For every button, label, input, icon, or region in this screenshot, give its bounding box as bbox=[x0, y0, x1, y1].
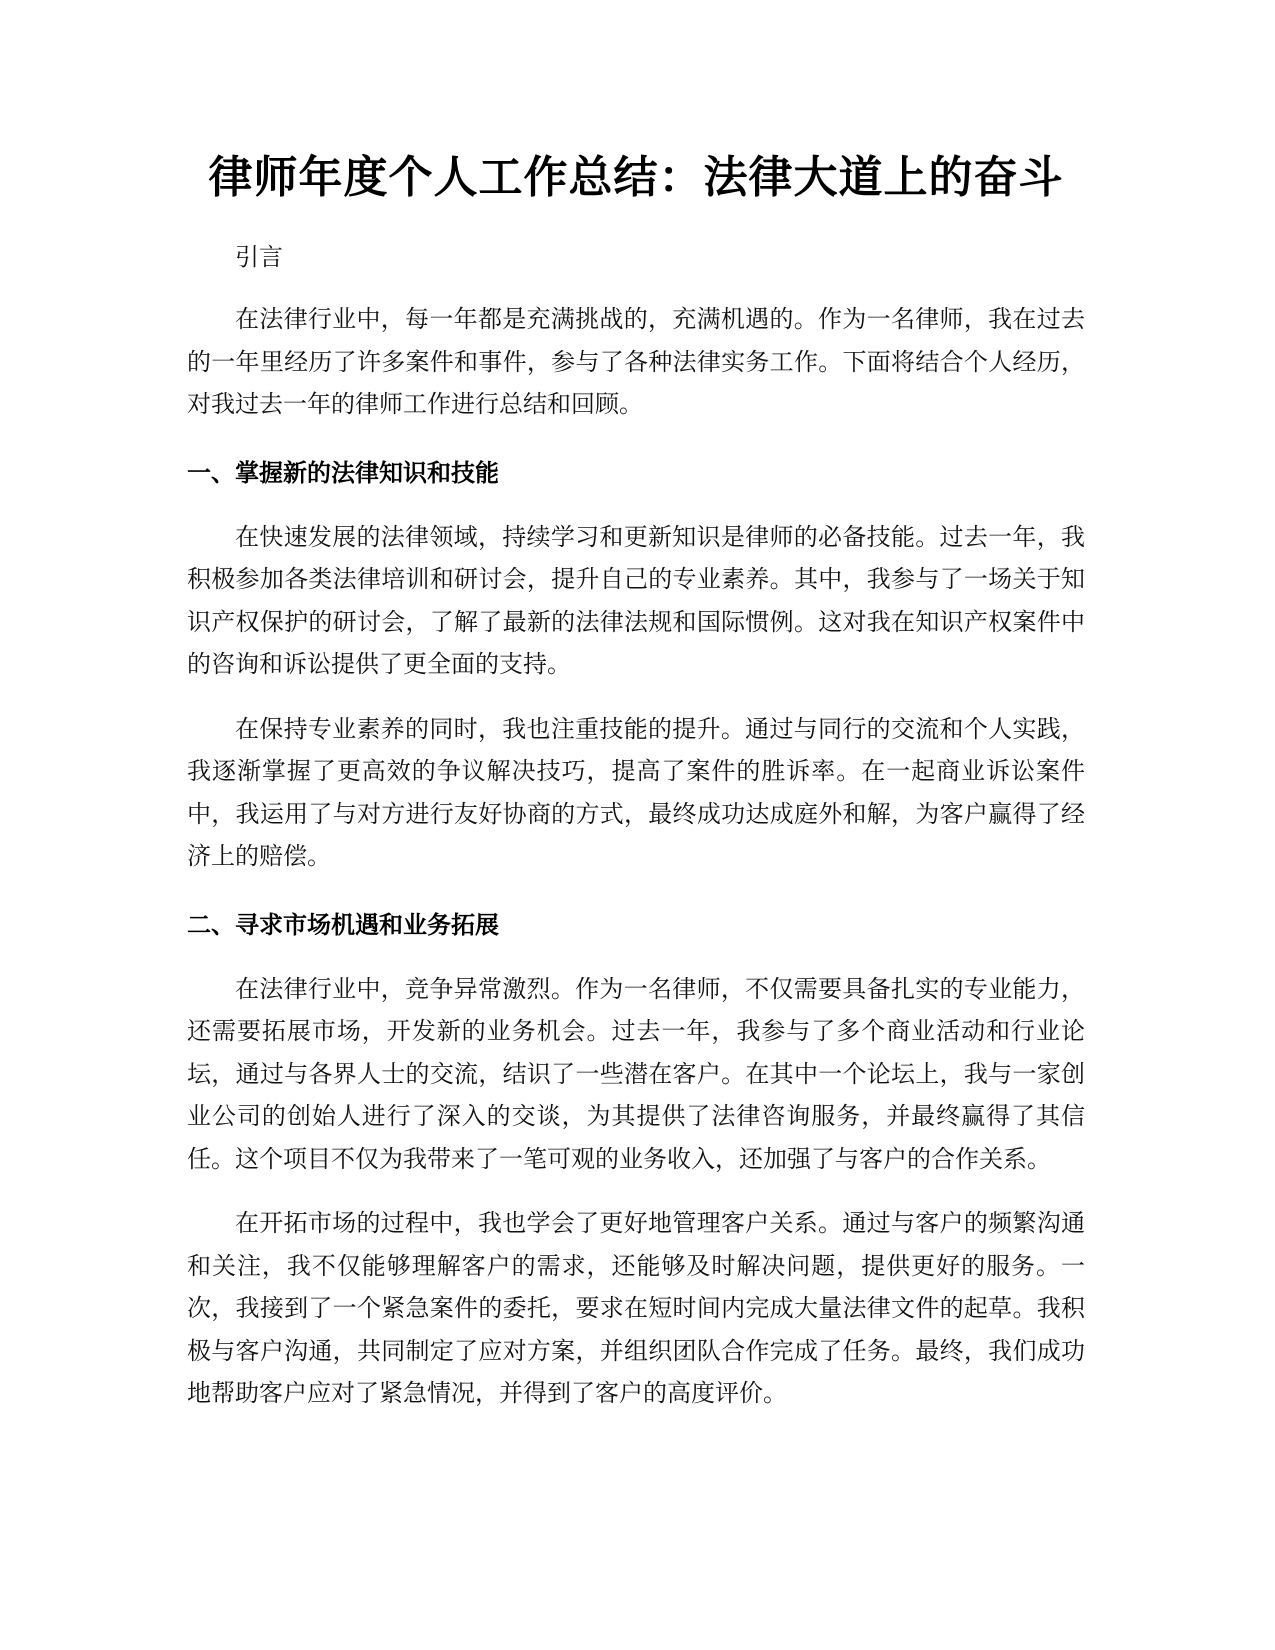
section-2-heading: 二、寻求市场机遇和业务拓展 bbox=[187, 910, 499, 939]
section-2-paragraph-1: 在法律行业中，竞争异常激烈。作为一名律师，不仅需要具备扎实的专业能力，还需要拓展市场，开发新的业务机会。过去一年，我参与了多个商业活动和行业论坛，通过与各界人士的交流，结识了一些潜在客户。在其中一个论坛上，我与一家创业公司的创始人进行了深入的交谈，为其提供了法律咨询服务，并最终赢得了其信任。这个项目不仅为我带来了一笔可观的业务收入，还加强了与客户的合作关系。 bbox=[187, 974, 1085, 1173]
section-1-heading: 一、掌握新的法律知识和技能 bbox=[187, 458, 499, 487]
intro-heading: 引言 bbox=[235, 243, 283, 271]
section-2-paragraph-2: 在开拓市场的过程中，我也学会了更好地管理客户关系。通过与客户的频繁沟通和关注，我不仅能够理解客户的需求，还能够及时解决问题，提供更好的服务。一次，我接到了一个紧急案件的委托，要求在短时间内完成大量法律文件的起草。我积极与客户沟通，共同制定了应对方案，并组织团队合作完成了任务。最终，我们成功地帮助客户应对了紧急情况，并得到了客户的高度评价。 bbox=[187, 1209, 1085, 1407]
section-1-paragraph-2: 在保持专业素养的同时，我也注重技能的提升。通过与同行的交流和个人实践，我逐渐掌握了更高效的争议解决技巧，提高了案件的胜诉率。在一起商业诉讼案件中，我运用了与对方进行友好协商的方式，最终成功达成庭外和解，为客户赢得了经济上的赔偿。 bbox=[187, 714, 1085, 870]
document-title: 律师年度个人工作总结：法律大道上的奋斗 bbox=[208, 152, 1064, 203]
section-1-paragraph-1: 在快速发展的法律领域，持续学习和更新知识是律师的必备技能。过去一年，我积极参加各类法律培训和研讨会，提升自己的专业素养。其中，我参与了一场关于知识产权保护的研讨会，了解了最新的法律法规和国际惯例。这对我在知识产权案件中的咨询和诉讼提供了更全面的支持。 bbox=[187, 522, 1085, 678]
intro-paragraph: 在法律行业中，每一年都是充满挑战的，充满机遇的。作为一名律师，我在过去的一年里经历了许多案件和事件，参与了各种法律实务工作。下面将结合个人经历，对我过去一年的律师工作进行总结和回顾。 bbox=[187, 305, 1085, 418]
